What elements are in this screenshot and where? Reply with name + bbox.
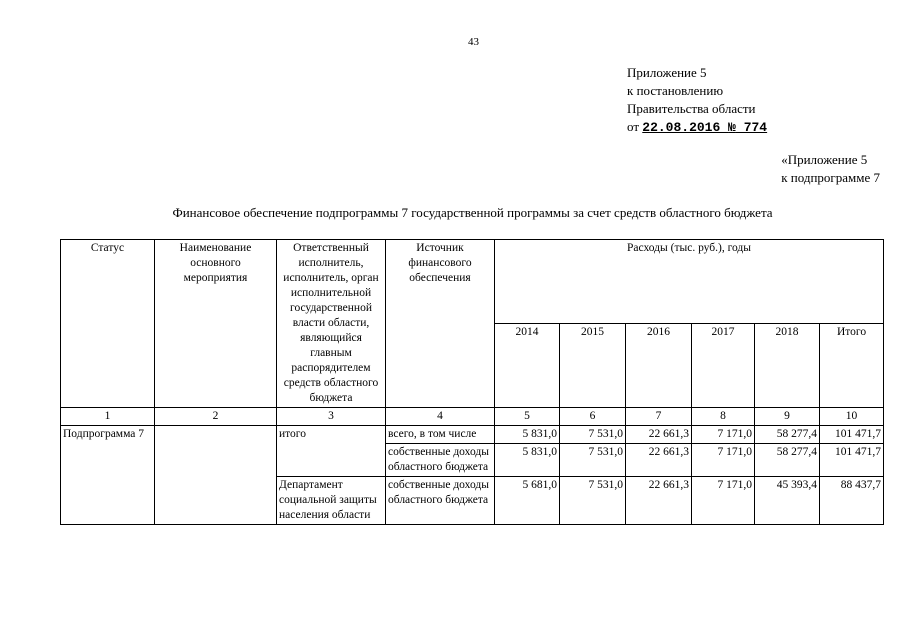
value-cell: 88 437,7 [820, 477, 884, 525]
column-number: 6 [560, 408, 626, 426]
column-number: 8 [692, 408, 755, 426]
header-responsible: Ответственный исполнитель, исполнитель, орган исполнительной государственной власти области, являющийся главным распорядителем средств областного бюджета [277, 240, 386, 408]
page-number: 43 [468, 36, 479, 48]
value-cell: 7 531,0 [560, 426, 626, 444]
column-number: 2 [155, 408, 277, 426]
header-row-1 [61, 240, 884, 324]
column-number: 7 [626, 408, 692, 426]
financing-table [60, 239, 884, 525]
value-cell: 101 471,7 [820, 444, 884, 477]
approval-line-4 [627, 118, 767, 137]
column-number: 5 [495, 408, 560, 426]
value-cell: 7 171,0 [692, 444, 755, 477]
column-number-row [61, 408, 884, 426]
approval-line-3: Правительства области [627, 101, 756, 116]
value-cell: 22 661,3 [626, 426, 692, 444]
approval-number-sign: № [728, 120, 736, 135]
activity-cell [155, 426, 277, 525]
responsible-cell: итого [277, 426, 386, 444]
header-expenses: Расходы (тыс. руб.), годы [495, 240, 884, 324]
header-source: Источник финансового обеспечения [386, 240, 495, 408]
value-cell: 101 471,7 [820, 426, 884, 444]
value-cell: 22 661,3 [626, 477, 692, 525]
header-year: 2018 [755, 324, 820, 408]
source-cell: собственные доходы областного бюджета [386, 477, 495, 525]
column-number: 10 [820, 408, 884, 426]
value-cell: 5 681,0 [495, 477, 560, 525]
header-year: 2016 [626, 324, 692, 408]
value-cell: 58 277,4 [755, 444, 820, 477]
approval-number: 774 [735, 120, 768, 135]
header-year: 2015 [560, 324, 626, 408]
value-cell: 5 831,0 [495, 444, 560, 477]
approval-from: от [627, 119, 640, 134]
header-year: 2017 [692, 324, 755, 408]
column-number: 3 [277, 408, 386, 426]
approval-block [627, 64, 767, 137]
approval-line-2: к постановлению [627, 83, 724, 98]
value-cell: 22 661,3 [626, 444, 692, 477]
value-cell: 7 171,0 [692, 426, 755, 444]
value-cell: 45 393,4 [755, 477, 820, 525]
value-cell: 7 171,0 [692, 477, 755, 525]
header-status: Статус [61, 240, 155, 408]
column-number: 1 [61, 408, 155, 426]
table-row [61, 426, 884, 444]
header-year: 2014 [495, 324, 560, 408]
column-number: 4 [386, 408, 495, 426]
annex-block [781, 151, 880, 187]
value-cell: 58 277,4 [755, 426, 820, 444]
header-total: Итого [820, 324, 884, 408]
annex-line-2: к подпрограмме 7 [781, 170, 880, 185]
column-number: 9 [755, 408, 820, 426]
responsible-cell: Департамент социальной защиты населения области [277, 477, 386, 525]
source-cell: собственные доходы областного бюджета [386, 444, 495, 477]
value-cell: 5 831,0 [495, 426, 560, 444]
header-activity: Наименование основного мероприятия [155, 240, 277, 408]
source-cell: всего, в том числе [386, 426, 495, 444]
value-cell: 7 531,0 [560, 477, 626, 525]
document-title: Финансовое обеспечение подпрограммы 7 государственной программы за счет средств областного бюджета [172, 205, 773, 220]
responsible-cell-empty [277, 444, 386, 477]
approval-date: 22.08.2016 [642, 120, 729, 135]
value-cell: 7 531,0 [560, 444, 626, 477]
status-cell: Подпрограмма 7 [61, 426, 155, 525]
annex-line-1: «Приложение 5 [781, 152, 868, 167]
approval-line-1: Приложение 5 [627, 65, 707, 80]
